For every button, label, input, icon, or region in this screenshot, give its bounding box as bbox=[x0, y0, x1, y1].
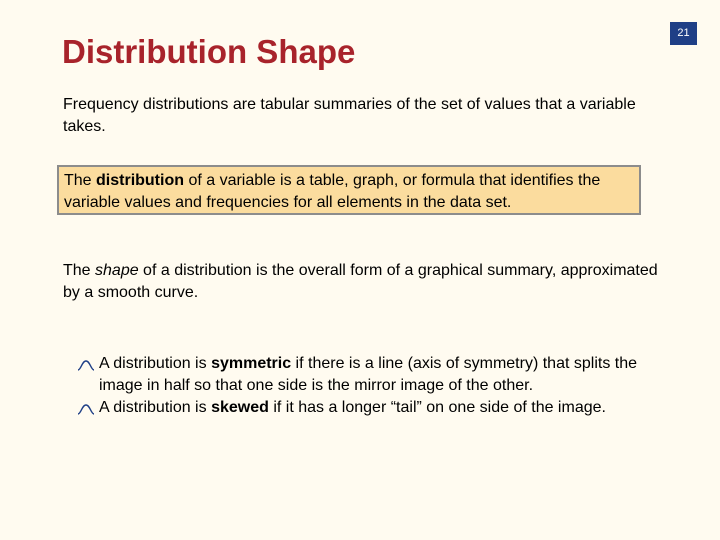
bullet-item-symmetric bbox=[75, 353, 685, 397]
bullet-text: if it has a longer “tail” on one side of the image. bbox=[268, 399, 606, 416]
definition-box bbox=[57, 165, 641, 215]
page-number: 21 bbox=[670, 22, 697, 45]
shape-term: shape bbox=[95, 262, 139, 279]
curve-bullet-icon bbox=[77, 397, 95, 419]
bullet-prefix: A distribution is bbox=[99, 399, 212, 416]
slide-title: Distribution Shape bbox=[62, 33, 356, 70]
bullet-term: symmetric bbox=[211, 355, 292, 372]
shape-paragraph bbox=[63, 260, 663, 304]
shape-prefix: The bbox=[63, 262, 96, 279]
intro-paragraph: Frequency distributions are tabular summaries of the set of values that a variable takes. bbox=[63, 96, 636, 135]
bullet-prefix: A distribution is bbox=[99, 355, 212, 372]
shape-text: of a distribution is the overall form of a graphical summary, approximated by a smooth curve. bbox=[63, 262, 658, 301]
bullet-list bbox=[75, 353, 685, 419]
bullet-text: if there is a line (axis of symmetry) that splits the image in half so that one side is the mirror image of the other. bbox=[99, 355, 637, 394]
bullet-item-skewed bbox=[75, 397, 685, 419]
definition-text: of a variable is a table, graph, or formula that identifies the variable values and frequencies for all elements in the data set. bbox=[64, 172, 601, 211]
definition-prefix: The bbox=[64, 172, 97, 189]
bullet-term: skewed bbox=[211, 399, 269, 416]
definition-term: distribution bbox=[96, 172, 184, 189]
curve-bullet-icon bbox=[77, 353, 95, 375]
